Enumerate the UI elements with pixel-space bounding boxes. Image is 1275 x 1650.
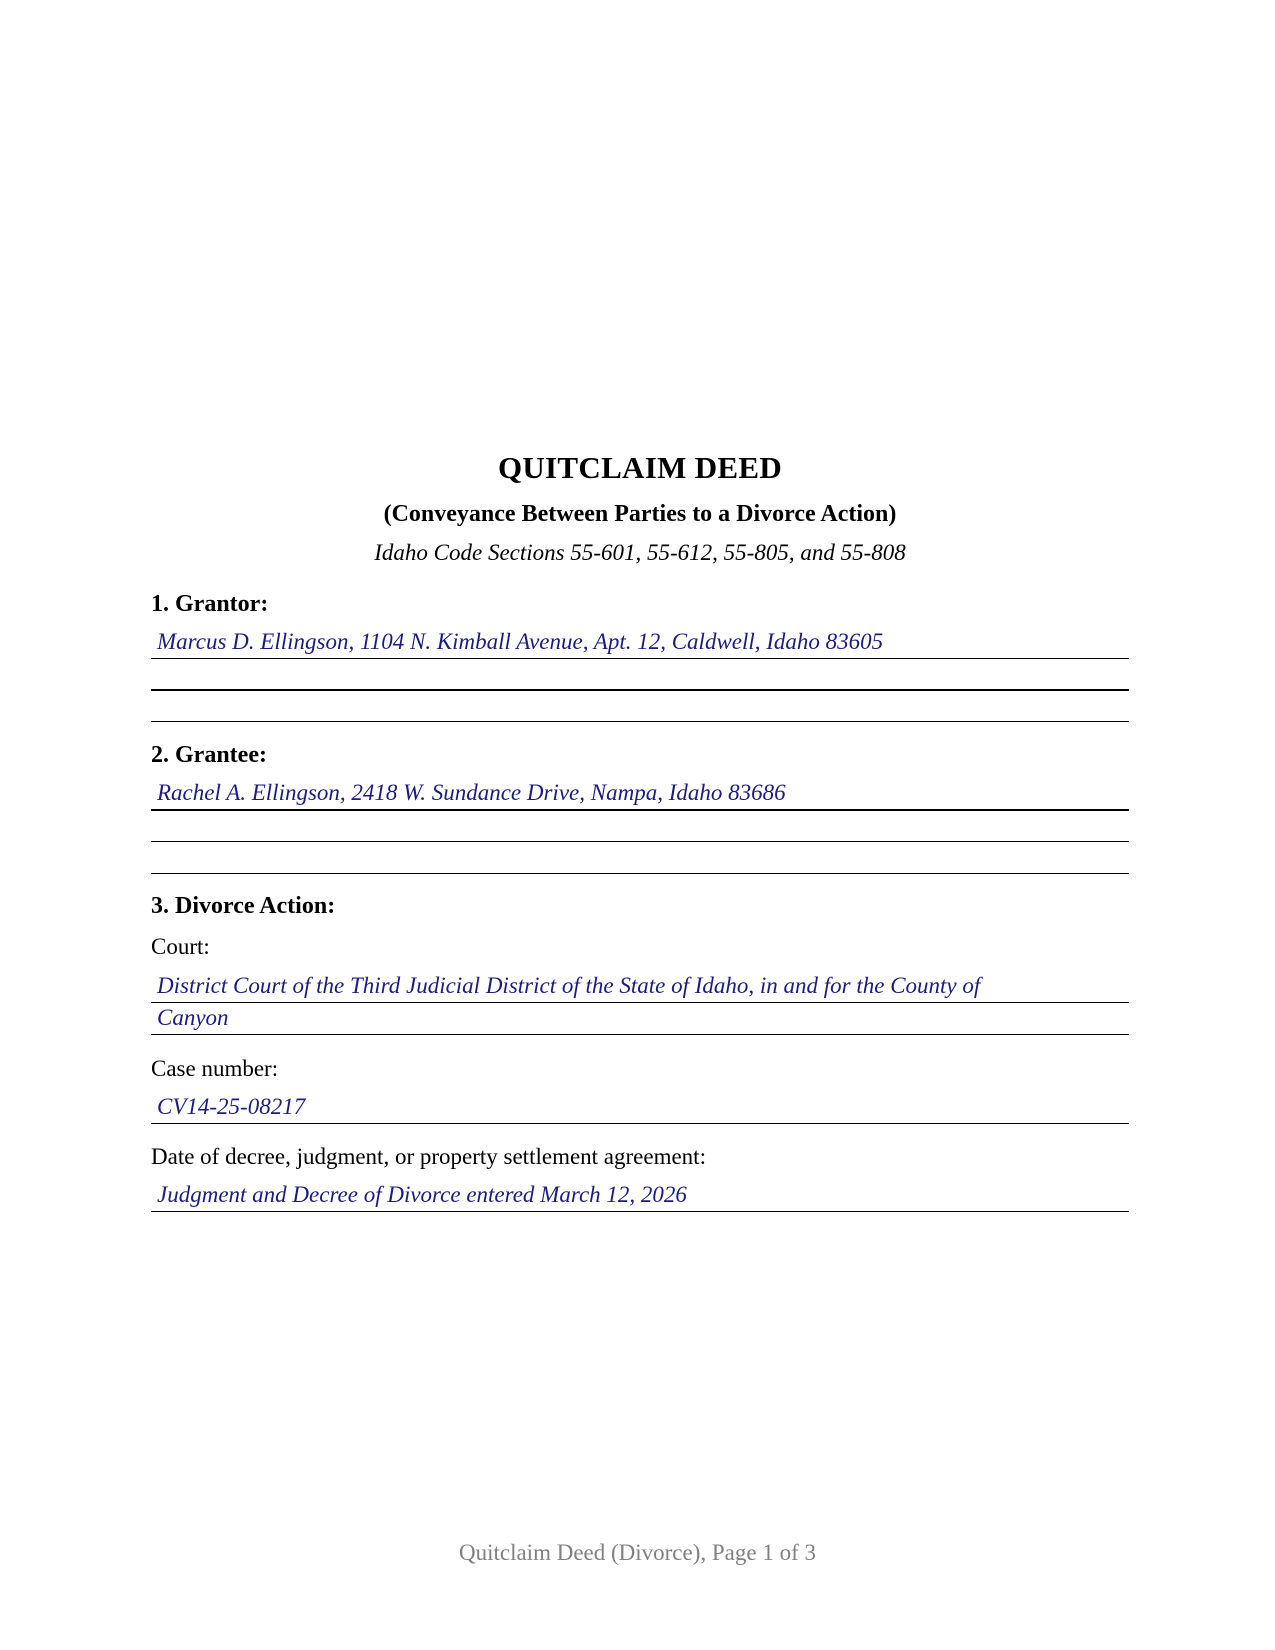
grantee-field[interactable] — [151, 778, 1129, 811]
grantor-value: Marcus D. Ellingson, 1104 N. Kimball Avenue, Apt. 12, Caldwell, Idaho 83605 — [157, 629, 884, 654]
case-number-label: Case number: — [151, 1056, 279, 1081]
decree-date-field[interactable] — [151, 1180, 1129, 1212]
decree-date-value: Judgment and Decree of Divorce entered March 12, 2026 — [157, 1182, 687, 1207]
court-value-line-2: Canyon — [157, 1005, 229, 1030]
document-title: QUITCLAIM DEED — [497, 450, 783, 485]
page-footer: Quitclaim Deed (Divorce), Page 1 of 3 — [458, 1540, 817, 1565]
court-field-line-1[interactable] — [151, 971, 1129, 1003]
document-subtitle: (Conveyance Between Parties to a Divorce Action) — [383, 501, 897, 527]
grantee-blank-line-2[interactable] — [151, 842, 1129, 874]
case-number-field[interactable] — [151, 1092, 1129, 1124]
grantee-value: Rachel A. Ellingson, 2418 W. Sundance Drive, Nampa, Idaho 83686 — [157, 780, 786, 805]
court-label: Court: — [151, 934, 210, 959]
court-field-line-2[interactable] — [151, 1003, 1129, 1035]
grantee-blank-line-1[interactable] — [151, 810, 1129, 842]
grantor-field[interactable] — [151, 627, 1129, 659]
divorce-action-heading: 3. Divorce Action: — [151, 893, 336, 919]
court-value-line-1: District Court of the Third Judicial District of the State of Idaho, in and for the County of — [157, 973, 981, 998]
grantor-heading: 1. Grantor: — [151, 591, 269, 617]
code-reference: Idaho Code Sections 55-601, 55-612, 55-805, and 55-808 — [374, 540, 906, 565]
grantee-heading: 2. Grantee: — [151, 742, 267, 768]
grantor-blank-line-2[interactable] — [151, 690, 1129, 722]
case-number-value: CV14-25-08217 — [157, 1094, 306, 1119]
decree-date-label: Date of decree, judgment, or property settlement agreement: — [151, 1144, 706, 1169]
grantor-blank-line-1[interactable] — [151, 658, 1129, 691]
